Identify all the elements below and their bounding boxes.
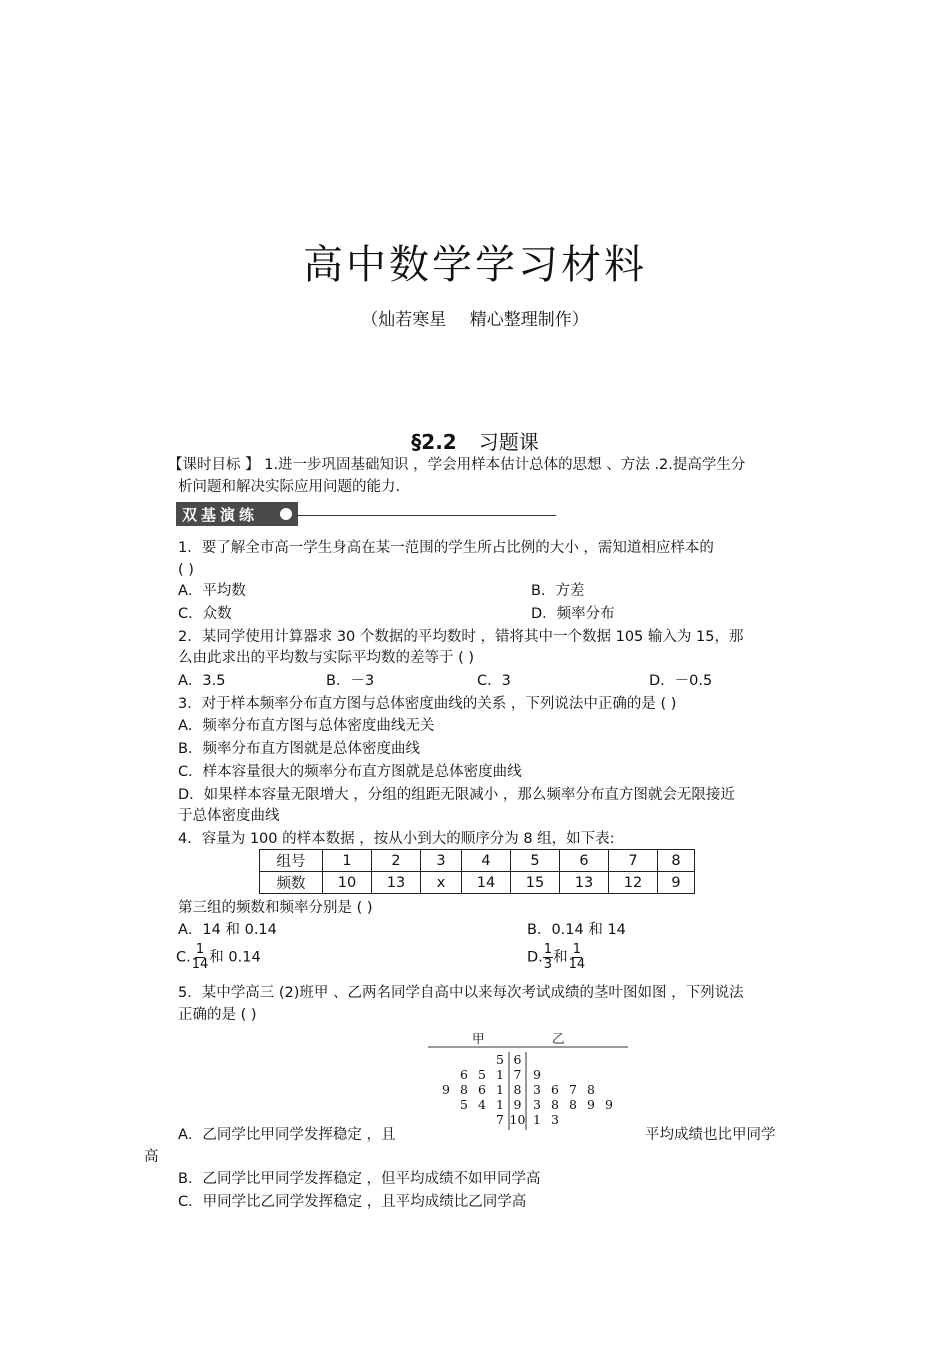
leaf-right: 8 (569, 1097, 577, 1112)
leaf-right: 9 (605, 1097, 613, 1112)
leaf-left: 4 (478, 1097, 486, 1112)
table-cell: 8 (658, 850, 695, 872)
q1-option-d: D．频率分布 (531, 606, 615, 622)
q4-option-a: A．14 和 0.14 (178, 922, 277, 938)
document-title: 高中数学学习材料 (303, 242, 647, 288)
stem-leaf-header-left: 甲 (472, 1031, 485, 1046)
q5-option-c: C．甲同学比乙同学发挥稳定 ，且平均成绩比乙同学高 (178, 1194, 527, 1210)
stem-value: 7 (513, 1067, 522, 1082)
table-cell: 7 (609, 850, 658, 872)
goal-line-2: 析问题和解决实际应用问题的能力. (178, 479, 401, 495)
table-cell: 1 (323, 850, 372, 872)
q4-option-c-prefix: C. (176, 949, 191, 966)
leaf-right: 6 (551, 1082, 559, 1097)
q3-option-d-line-1: D．如果样本容量无限增大 ，分组的组距无限减小 ，那么频率分布直方图就会无限接近 (178, 787, 735, 803)
leaf-left: 6 (478, 1082, 486, 1097)
q3-option-a: A．频率分布直方图与总体密度曲线无关 (178, 718, 435, 734)
banner-label: 双基演练 (182, 506, 259, 524)
q1-option-c: C．众数 (178, 606, 232, 622)
section-banner (176, 502, 556, 526)
denominator: 3 (543, 957, 553, 972)
leaf-right: 7 (569, 1082, 577, 1097)
fraction (568, 943, 587, 972)
stem-value: 10 (509, 1112, 526, 1127)
table-cell: 2 (372, 850, 421, 872)
leaf-right: 3 (533, 1097, 541, 1112)
leaf-left: 7 (496, 1112, 504, 1127)
q4-option-c (176, 943, 261, 972)
numerator: 1 (195, 942, 205, 957)
leaf-right: 3 (551, 1112, 559, 1127)
q1-paren: ( ) (178, 562, 194, 578)
table-cell: 13 (372, 872, 421, 894)
q4-option-d (527, 943, 586, 972)
q4-option-d-mid: 和 (553, 949, 568, 966)
q4-stem: 4．容量为 100 的样本数据 ，按从小到大的顺序分为 8 组，如下表: (178, 831, 615, 847)
stem-leaf-header-right: 乙 (552, 1031, 565, 1046)
q5-option-b: B．乙同学比甲同学发挥稳定 ，但平均成绩不如甲同学高 (178, 1171, 541, 1187)
section-number: §2.2 (411, 430, 457, 454)
stem-leaf-plot (428, 1030, 628, 1130)
stem-value: 9 (513, 1097, 522, 1112)
table-cell: 组号 (260, 850, 323, 872)
q1-option-b: B．方差 (531, 583, 585, 599)
leaf-right: 9 (533, 1067, 541, 1082)
q2-option-c: C．3 (477, 673, 511, 689)
leaf-left: 9 (442, 1082, 450, 1097)
q5-line-2: 正确的是 ( ) (178, 1007, 257, 1023)
denominator: 14 (568, 957, 586, 972)
q5-option-a-left: A．乙同学比甲同学发挥稳定 ，且 (178, 1127, 396, 1143)
table-cell: 6 (560, 850, 609, 872)
frequency-table (259, 849, 695, 894)
leaf-left: 5 (496, 1052, 504, 1067)
section-heading (0, 426, 950, 455)
q2-line-2: 么由此求出的平均数与实际平均数的差等于 ( ) (178, 650, 475, 666)
q4-option-d-prefix: D. (527, 949, 543, 966)
table-cell: 12 (609, 872, 658, 894)
q5-line-1: 5．某中学高三 (2)班甲 、乙两名同学自高中以来每次考试成绩的茎叶图如图 ，下列说法 (178, 985, 744, 1001)
table-cell: 5 (511, 850, 560, 872)
table-cell: 4 (462, 850, 511, 872)
q2-line-1: 2．某同学使用计算器求 30 个数据的平均数时 ，错将其中一个数据 105 输入为 15，那 (178, 629, 744, 645)
stem-value: 6 (513, 1052, 522, 1067)
q4-option-b: B．0.14 和 14 (527, 922, 626, 938)
bullet-icon (280, 508, 292, 520)
table-row (260, 872, 695, 894)
leaf-left: 5 (478, 1067, 486, 1082)
table-cell: 13 (560, 872, 609, 894)
leaf-left: 8 (460, 1082, 468, 1097)
table-cell: 3 (421, 850, 462, 872)
q3-option-c: C．样本容量很大的频率分布直方图就是总体密度曲线 (178, 764, 522, 780)
banner-rule (298, 515, 556, 516)
document-subtitle: （灿若寒星 精心整理制作） (361, 310, 589, 330)
q1-stem: 1．要了解全市高一学生身高在某一范围的学生所占比例的大小 ，需知道相应样本的 (178, 540, 714, 556)
table-cell: 9 (658, 872, 695, 894)
section-name: 习题课 (478, 430, 539, 454)
q5-option-a-wrap: 高 (144, 1149, 159, 1165)
q2-option-b: B．－3 (326, 673, 375, 689)
table-cell: 14 (462, 872, 511, 894)
leaf-left: 1 (496, 1097, 504, 1112)
leaf-left: 1 (496, 1067, 504, 1082)
leaf-right: 8 (587, 1082, 595, 1097)
banner-box (176, 502, 298, 526)
table-cell: 10 (323, 872, 372, 894)
q2-option-a: A．3.5 (178, 673, 226, 689)
leaf-left: 6 (460, 1067, 468, 1082)
fraction (543, 943, 553, 972)
stem-value: 8 (513, 1082, 522, 1097)
leaf-right: 9 (587, 1097, 595, 1112)
numerator: 1 (572, 942, 581, 957)
denominator: 14 (191, 957, 209, 972)
q3-option-d-line-2: 于总体密度曲线 (178, 808, 280, 824)
q4-option-c-suffix: 和 0.14 (209, 949, 261, 966)
table-cell: 15 (511, 872, 560, 894)
leaf-right: 3 (533, 1082, 541, 1097)
table-cell: 频数 (260, 872, 323, 894)
leaf-left: 5 (460, 1097, 468, 1112)
q3-option-b: B．频率分布直方图就是总体密度曲线 (178, 741, 420, 757)
q4-ask: 第三组的频数和频率分别是 ( ) (178, 900, 373, 916)
q5-option-a-right: 平均成绩也比甲同学 (645, 1127, 776, 1143)
leaf-right: 1 (533, 1112, 541, 1127)
numerator: 1 (543, 942, 553, 957)
q1-option-a: A．平均数 (178, 583, 246, 599)
leaf-left: 1 (496, 1082, 504, 1097)
table-cell: x (421, 872, 462, 894)
q2-option-d: D．－0.5 (649, 673, 713, 689)
q3-stem: 3．对于样本频率分布直方图与总体密度曲线的关系 ，下列说法中正确的是 ( ) (178, 696, 677, 712)
leaf-right: 8 (551, 1097, 559, 1112)
fraction (191, 943, 210, 972)
table-row (260, 850, 695, 872)
goal-line-1: 【课时目标 】 1.进一步巩固基础知识 ，学会用样本估计总体的思想 、方法 .2.提高学生分 (168, 457, 746, 473)
